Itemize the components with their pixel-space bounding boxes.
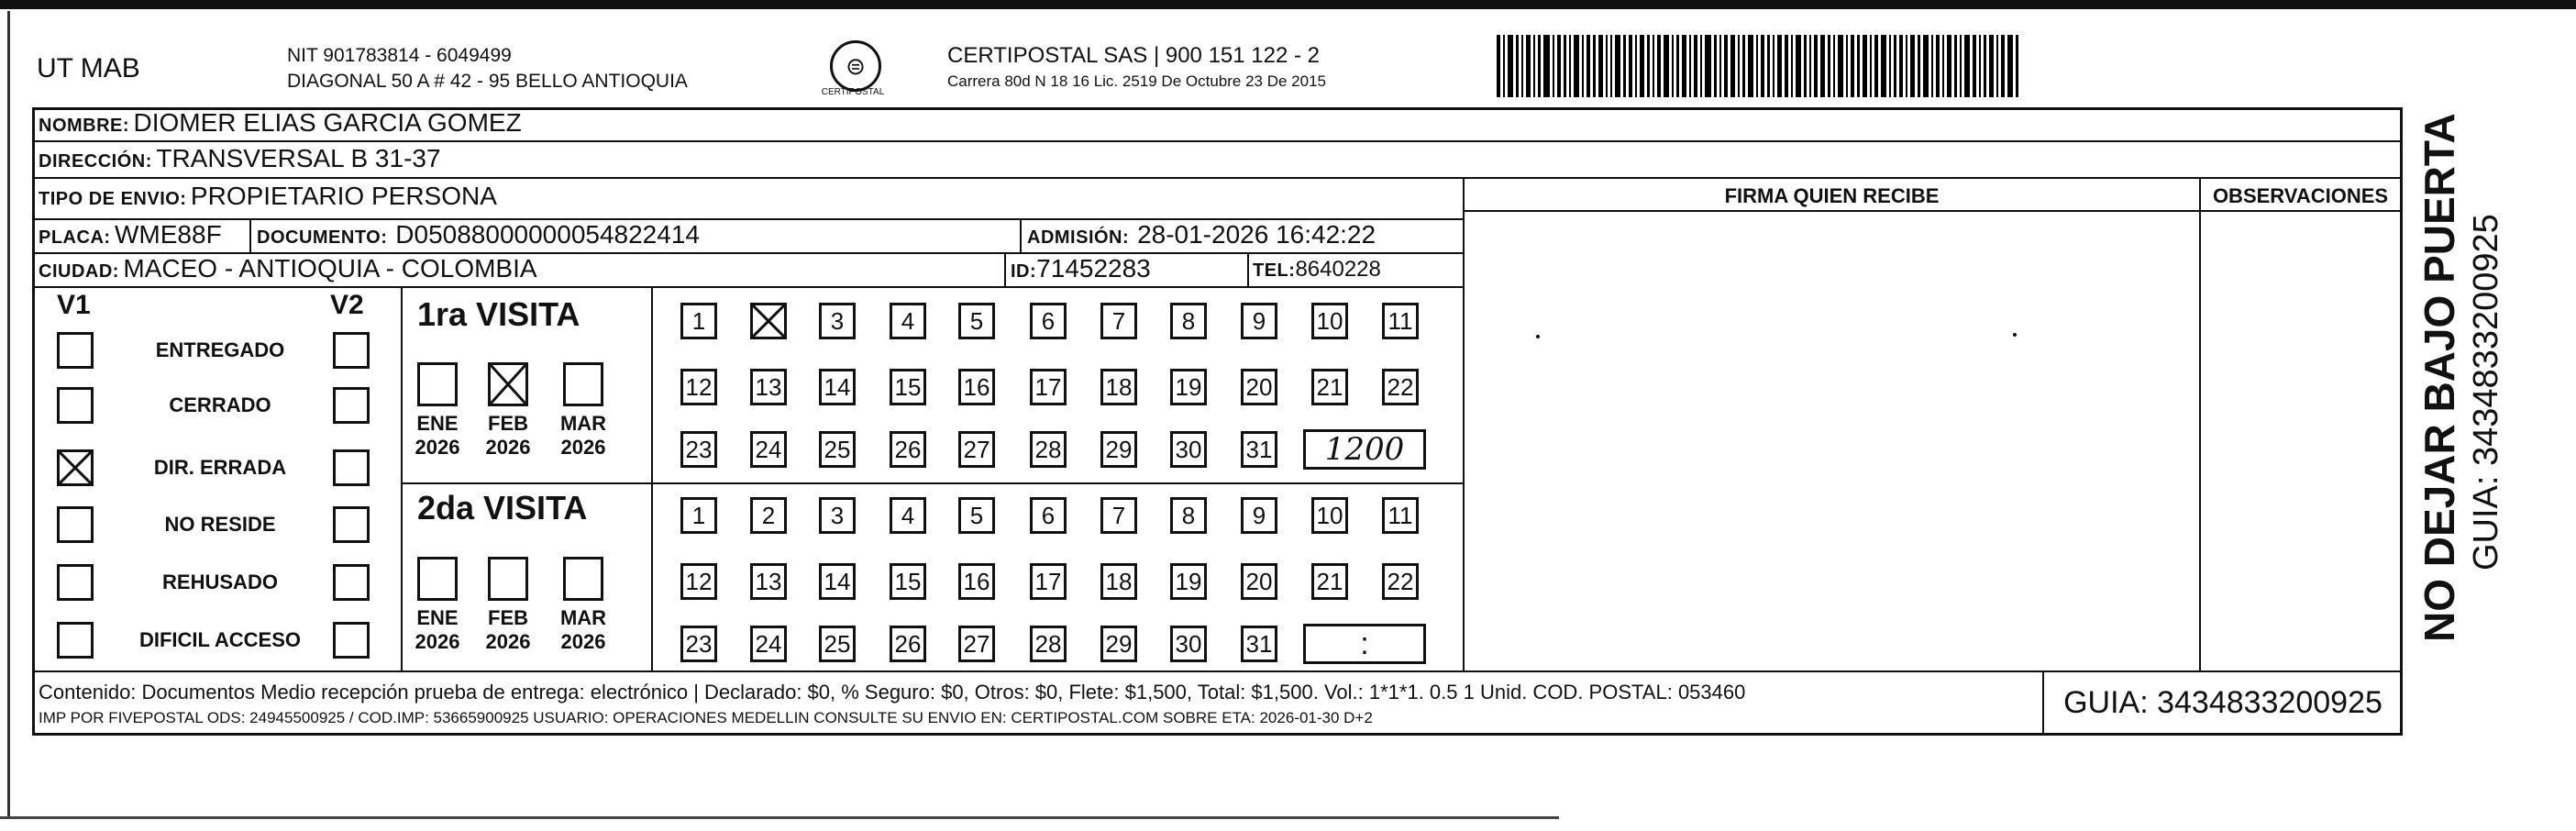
barcode-bar [1996, 35, 1998, 97]
barcode-bar [1761, 35, 1764, 97]
day-checkbox[interactable]: 3 [819, 303, 856, 339]
nombre-value: DIOMER ELIAS GARCIA GOMEZ [133, 108, 522, 137]
day-checkbox[interactable]: 23 [680, 626, 717, 662]
barcode-bar [2016, 35, 2018, 97]
tel-label: TEL: [1253, 260, 1296, 281]
day-checkbox[interactable]: 23 [680, 431, 717, 468]
day-checkbox[interactable]: 3 [819, 497, 856, 534]
barcode-bar [1587, 35, 1590, 97]
barcode-bar [1973, 35, 1976, 97]
barcode-bar [1593, 35, 1596, 97]
dot [1536, 335, 1540, 338]
day-checkbox[interactable]: 12 [680, 563, 717, 600]
barcode [1497, 35, 2223, 97]
barcode-bar [1615, 35, 1620, 97]
v2-checkbox[interactable] [333, 332, 370, 369]
status-label: REHUSADO [162, 571, 278, 593]
divider [32, 140, 2403, 142]
day-checkbox[interactable]: 5 [958, 497, 995, 534]
divider [401, 482, 1463, 484]
v1-checkbox[interactable] [57, 506, 94, 543]
direccion-label: DIRECCIÓN: [39, 151, 152, 172]
barcode-bar [1894, 35, 1896, 97]
barcode-bar [1714, 35, 1717, 97]
barcode-bar [1569, 35, 1571, 97]
month-name: ENE [416, 606, 459, 629]
barcode-bar [1598, 35, 1603, 97]
barcode-bar [1748, 35, 1753, 97]
barcode-bar [1640, 35, 1644, 97]
v2-checkbox[interactable] [333, 449, 370, 486]
barcode-bar [1851, 35, 1854, 97]
barcode-bar [1931, 35, 1933, 97]
company-license: Carrera 80d N 18 16 Lic. 2519 De Octubre 23 De 2015 [947, 72, 1326, 90]
barcode-bar [1942, 35, 1944, 97]
month-year: 2026 [485, 630, 531, 653]
barcode-bar [1964, 35, 1970, 97]
barcode-bar [1653, 35, 1654, 97]
day-checkbox[interactable]: 25 [819, 626, 856, 662]
divider [401, 286, 403, 670]
barcode-bar [1553, 35, 1554, 97]
v1-checkbox[interactable] [57, 622, 94, 659]
day-checkbox[interactable]: 4 [890, 303, 926, 339]
page-edge-bottom [0, 816, 1559, 819]
divider [1247, 252, 1249, 286]
v1-checkbox[interactable] [57, 449, 94, 486]
status-label: CERRADO [169, 393, 271, 416]
v1-checkbox[interactable] [57, 387, 94, 424]
barcode-bar [1574, 35, 1579, 97]
logo-text: CERTIPOSTAL [821, 87, 885, 97]
placa-value: WME88F [115, 220, 222, 249]
month-name: FEB [488, 606, 528, 629]
documento-value: D05088000000054822414 [395, 220, 700, 249]
day-checkbox[interactable]: 30 [1170, 431, 1207, 468]
barcode-bar [1870, 35, 1872, 97]
barcode-bar [2001, 35, 2005, 97]
day-checkbox[interactable]: 21 [1311, 369, 1348, 405]
status-label: NO RESIDE [164, 513, 276, 536]
day-checkbox[interactable]: 20 [1241, 369, 1277, 405]
barcode-bar [1846, 35, 1848, 97]
barcode-bar [1730, 35, 1735, 97]
day-checkbox[interactable]: 17 [1030, 369, 1067, 405]
barcode-bar [1881, 35, 1886, 97]
certipostal-logo-icon: ⊜ [830, 40, 881, 92]
month-checkbox[interactable] [488, 557, 528, 601]
barcode-bar [1664, 35, 1669, 97]
day-checkbox[interactable]: 24 [750, 626, 787, 662]
barcode-bar [1682, 35, 1686, 97]
visit-1-title: 1ra VISITA [417, 295, 580, 333]
visit-2-title: 2da VISITA [417, 489, 588, 526]
day-checkbox[interactable]: 2 [750, 497, 787, 534]
barcode-bar [1503, 35, 1505, 97]
day-checkbox[interactable]: 27 [958, 626, 995, 662]
day-checkbox[interactable]: 9 [1241, 497, 1277, 534]
barcode-bar [1756, 35, 1758, 97]
divider [249, 218, 251, 252]
divider [2400, 177, 2402, 670]
v2-header: V2 [330, 290, 364, 320]
observaciones-header: OBSERVACIONES [2212, 184, 2389, 207]
barcode-bar [1657, 35, 1661, 97]
day-checkbox[interactable] [750, 303, 787, 339]
day-checkbox[interactable]: 14 [819, 563, 856, 600]
barcode-bar [1719, 35, 1721, 97]
barcode-bar [1582, 35, 1584, 97]
day-checkbox[interactable]: 19 [1170, 369, 1207, 405]
day-checkbox[interactable]: 28 [1030, 626, 1067, 662]
barcode-bar [1647, 35, 1650, 97]
day-checkbox[interactable]: 16 [958, 563, 995, 600]
barcode-bar [1796, 35, 1801, 97]
divider [651, 286, 653, 670]
barcode-bar [2007, 35, 2013, 97]
barcode-bar [1899, 35, 1903, 97]
page-edge-left [7, 11, 10, 818]
barcode-bar [1533, 35, 1535, 97]
side-warning: NO DEJAR BAJO PUERTA [2416, 113, 2463, 642]
barcode-bar [1979, 35, 1981, 97]
top-edge [0, 0, 2576, 9]
v1-checkbox[interactable] [57, 564, 94, 601]
month-year: 2026 [560, 630, 606, 653]
barcode-bar [1814, 35, 1818, 97]
ciudad-label: CIUDAD: [39, 261, 119, 282]
barcode-bar [1863, 35, 1867, 97]
barcode-bar [1521, 35, 1523, 97]
month-label [551, 412, 615, 460]
month-name: MAR [559, 412, 607, 435]
barcode-bar [1828, 35, 1830, 97]
barcode-bar [1773, 35, 1774, 97]
barcode-bar [1947, 35, 1951, 97]
month-checkbox[interactable] [488, 362, 528, 406]
barcode-bar [1623, 35, 1626, 97]
side-guia: GUIA: 3434833200925 [2467, 214, 2505, 571]
barcode-bar [1804, 35, 1807, 97]
day-checkbox[interactable]: 8 [1170, 497, 1207, 534]
sender-nit: NIT 901783814 - 6049499 [287, 45, 512, 66]
divider [2199, 177, 2201, 670]
day-checkbox[interactable]: 19 [1170, 563, 1207, 600]
month-name: ENE [416, 412, 459, 435]
status-label: DIFICIL ACCESO [138, 628, 301, 651]
imp-text: IMP POR FIVEPOSTAL ODS: 24945500925 / COD.IMP: 53665900925 USUARIO: OPERACIONES MEDELLIN CONSULTE SU ENVIO EN: CERTIPOSTAL.COM SOBRE ETA: 2026-01-30 D+2 [39, 709, 1373, 726]
month-checkbox[interactable] [563, 557, 603, 601]
admision-value: 28-01-2026 16:42:22 [1137, 220, 1376, 249]
month-label [476, 412, 540, 460]
day-checkbox[interactable]: 13 [750, 369, 787, 405]
id-label: ID: [1011, 261, 1037, 282]
firma-header: FIRMA QUIEN RECIBE [1724, 184, 1940, 207]
barcode-bar [1606, 35, 1608, 97]
day-checkbox[interactable]: 12 [680, 369, 717, 405]
divider [32, 286, 1463, 288]
day-checkbox[interactable]: 16 [958, 369, 995, 405]
divider [1004, 252, 1006, 286]
tipo-envio-label: TIPO DE ENVIO: [39, 189, 187, 209]
contenido-text: Contenido: Documentos Medio recepción prueba de entrega: electrónico | Declarado: $0, % Seguro: $0, Otros: $0, Flete: $1,500, Total: $1,500. Vol.: 1*1*1. 0.5 1 Unid. COD. POSTAL: 053460 [39, 681, 1746, 704]
day-checkbox[interactable]: 26 [890, 626, 926, 662]
status-label: ENTREGADO [155, 338, 285, 361]
direccion-value: TRANSVERSAL B 31-37 [156, 144, 441, 172]
placa-label: PLACA: [39, 227, 111, 248]
barcode-bar [1705, 35, 1711, 97]
day-checkbox[interactable]: 22 [1382, 369, 1419, 405]
barcode-bar [1676, 35, 1679, 97]
month-name: FEB [488, 412, 528, 435]
barcode-bar [1767, 35, 1770, 97]
divider [1463, 177, 1465, 670]
v2-checkbox[interactable] [333, 564, 370, 601]
sender-address: DIAGONAL 50 A # 42 - 95 BELLO ANTIOQUIA [287, 71, 688, 92]
day-checkbox[interactable]: 11 [1382, 303, 1419, 339]
barcode-bar [1936, 35, 1940, 97]
id-value: 71452283 [1036, 254, 1151, 283]
barcode-bar [1984, 35, 1986, 97]
barcode-bar [1629, 35, 1632, 97]
day-checkbox[interactable]: 21 [1311, 563, 1348, 600]
month-checkbox[interactable] [417, 362, 458, 406]
tel-value: 8640228 [1295, 257, 1381, 282]
visit-hour-field[interactable]: : [1303, 624, 1426, 664]
barcode-bar [1838, 35, 1843, 97]
v1-header: V1 [57, 290, 91, 320]
day-checkbox[interactable]: 25 [819, 431, 856, 468]
company-name: CERTIPOSTAL SAS | 900 151 122 - 2 [947, 43, 1320, 68]
barcode-bar [1543, 35, 1550, 97]
barcode-bar [1516, 35, 1519, 97]
barcode-bar [1857, 35, 1860, 97]
day-checkbox[interactable]: 27 [958, 431, 995, 468]
barcode-bar [1906, 35, 1907, 97]
day-checkbox[interactable]: 14 [819, 369, 856, 405]
month-checkbox[interactable] [563, 362, 603, 406]
barcode-bar [1694, 35, 1697, 97]
day-checkbox[interactable]: 5 [958, 303, 995, 339]
barcode-bar [1564, 35, 1566, 97]
day-checkbox[interactable]: 13 [750, 563, 787, 600]
barcode-bar [1738, 35, 1740, 97]
month-label [405, 606, 470, 654]
divider [32, 177, 2403, 179]
v2-checkbox[interactable] [333, 622, 370, 659]
day-checkbox[interactable]: 6 [1030, 497, 1067, 534]
day-checkbox[interactable]: 31 [1241, 431, 1277, 468]
day-checkbox[interactable]: 28 [1030, 431, 1067, 468]
barcode-bar [1820, 35, 1825, 97]
day-checkbox[interactable]: 30 [1170, 626, 1207, 662]
barcode-bar [1557, 35, 1561, 97]
guia-number: GUIA: 3434833200925 [2042, 672, 2402, 733]
day-checkbox[interactable]: 18 [1100, 369, 1137, 405]
barcode-bar [1724, 35, 1728, 97]
month-year: 2026 [415, 630, 460, 653]
v2-checkbox[interactable] [333, 506, 370, 543]
barcode-bar [1689, 35, 1691, 97]
barcode-bar [1508, 35, 1513, 97]
documento-label: DOCUMENTO: [257, 227, 388, 248]
day-checkbox[interactable]: 1 [680, 303, 717, 339]
barcode-bar [1700, 35, 1702, 97]
status-label: DIR. ERRADA [153, 456, 287, 479]
day-checkbox[interactable]: 24 [750, 431, 787, 468]
barcode-bar [1923, 35, 1929, 97]
divider [1020, 218, 1022, 252]
month-year: 2026 [485, 436, 531, 459]
barcode-bar [1989, 35, 1994, 97]
divider [1463, 210, 2403, 212]
dot [2013, 333, 2017, 337]
barcode-bar [1538, 35, 1541, 97]
day-checkbox[interactable]: 26 [890, 431, 926, 468]
barcode-bar [1960, 35, 1962, 97]
barcode-bar [1809, 35, 1811, 97]
barcode-bar [1910, 35, 1915, 97]
barcode-bar [1497, 35, 1500, 97]
month-name: MAR [559, 606, 607, 629]
month-label [476, 606, 540, 654]
month-checkbox[interactable] [417, 557, 458, 601]
barcode-bar [1777, 35, 1782, 97]
day-checkbox[interactable]: 4 [890, 497, 926, 534]
v1-checkbox[interactable] [57, 332, 94, 369]
day-checkbox[interactable]: 22 [1382, 563, 1419, 600]
month-label [405, 412, 470, 460]
day-checkbox[interactable]: 8 [1170, 303, 1207, 339]
day-checkbox[interactable]: 29 [1100, 431, 1137, 468]
day-checkbox[interactable]: 20 [1241, 563, 1277, 600]
month-year: 2026 [415, 436, 460, 459]
day-checkbox[interactable]: 7 [1100, 303, 1137, 339]
day-checkbox[interactable]: 7 [1100, 497, 1137, 534]
month-year: 2026 [560, 436, 606, 459]
day-checkbox[interactable]: 15 [890, 563, 926, 600]
nombre-label: NOMBRE: [39, 116, 130, 136]
day-checkbox[interactable]: 11 [1382, 497, 1419, 534]
barcode-bar [1610, 35, 1612, 97]
barcode-bar [1918, 35, 1920, 97]
ciudad-value: MACEO - ANTIOQUIA - COLOMBIA [123, 254, 537, 283]
day-checkbox[interactable]: 10 [1311, 497, 1348, 534]
barcode-bar [1635, 35, 1637, 97]
tipo-envio-value: PROPIETARIO PERSONA [190, 182, 497, 210]
day-checkbox[interactable]: 1 [680, 497, 717, 534]
day-checkbox[interactable]: 18 [1100, 563, 1137, 600]
v2-checkbox[interactable] [333, 387, 370, 424]
barcode-bar [1833, 35, 1835, 97]
day-checkbox[interactable]: 6 [1030, 303, 1067, 339]
admision-label: ADMISIÓN: [1027, 227, 1130, 248]
day-checkbox[interactable]: 15 [890, 369, 926, 405]
day-checkbox[interactable]: 10 [1311, 303, 1348, 339]
barcode-bar [1742, 35, 1745, 97]
barcode-bar [1526, 35, 1531, 97]
month-label [551, 606, 615, 654]
day-checkbox[interactable]: 9 [1241, 303, 1277, 339]
day-checkbox[interactable]: 17 [1030, 563, 1067, 600]
day-checkbox[interactable]: 29 [1100, 626, 1137, 662]
barcode-bar [1954, 35, 1957, 97]
day-checkbox[interactable]: 31 [1241, 626, 1277, 662]
barcode-bar [1874, 35, 1878, 97]
barcode-bar [1672, 35, 1674, 97]
visit-hour-field[interactable]: 1200 [1303, 429, 1426, 470]
barcode-bar [1791, 35, 1793, 97]
barcode-bar [1889, 35, 1891, 97]
barcode-bar [1785, 35, 1788, 97]
brand-name: UT MAB [37, 53, 140, 83]
